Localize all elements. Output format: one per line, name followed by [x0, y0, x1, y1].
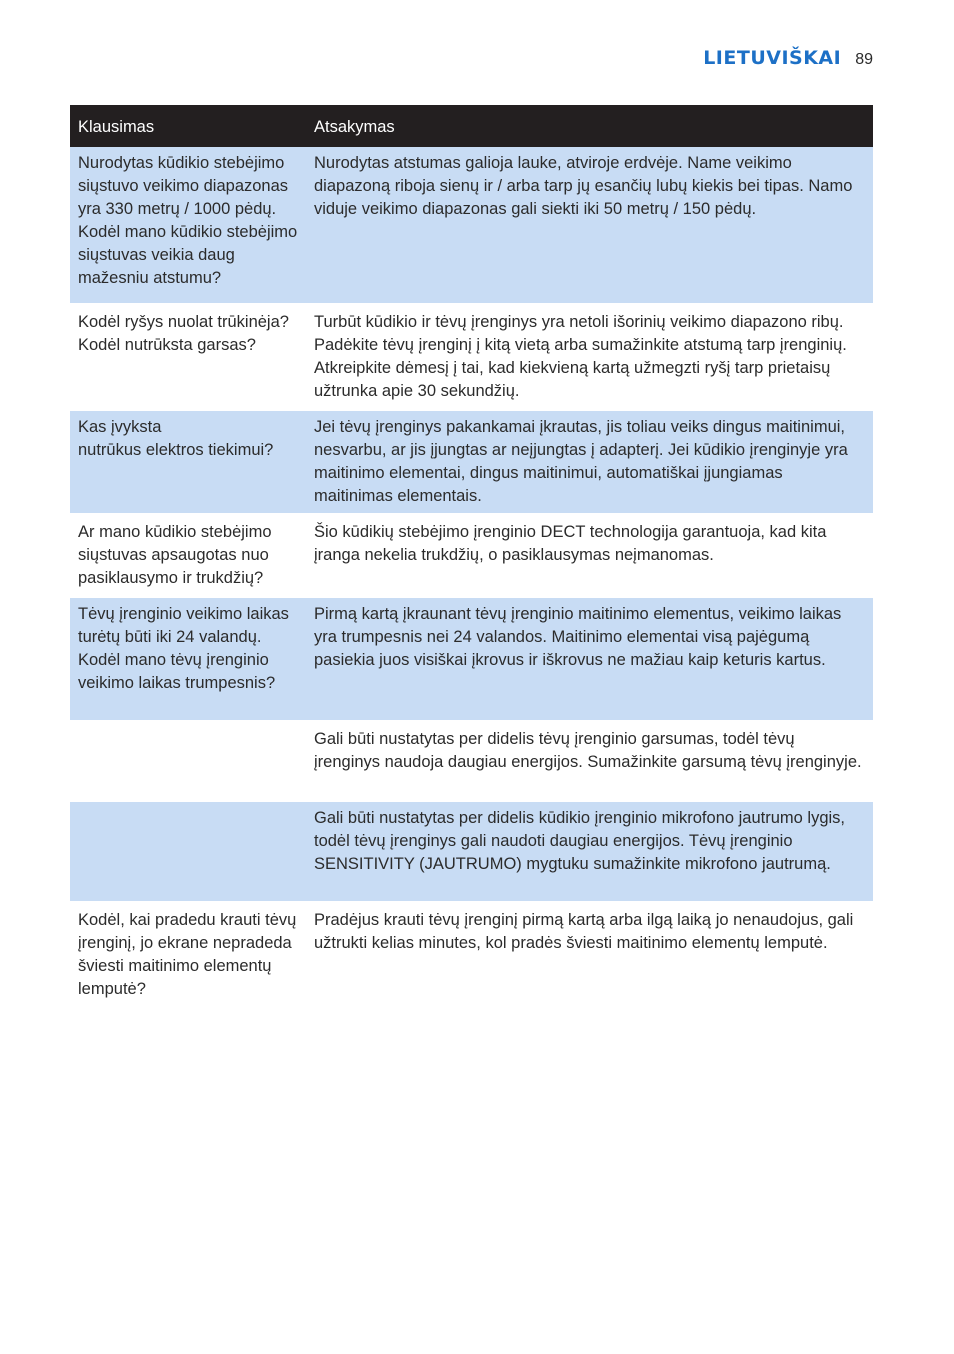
- column-header-answer: Atsakymas: [306, 105, 873, 147]
- table-row: [70, 801, 873, 903]
- answer-cell: Jei tėvų įrenginys pakankamai įkrautas, jis toliau veiks dingus maitinimui, nesvarbu, ar jis įjungtas ar neįjungtas į adapterį. Jei kūdikio įrenginyje yra maitinimo elementai, dingus maitinimui, automatiškai įjungiamas maitinimas elementais.: [306, 410, 873, 515]
- table-row: [70, 305, 873, 410]
- page-number: 89: [855, 51, 873, 68]
- question-cell: Kodėl, kai pradedu krauti tėvų įrenginį, jo ekrane nepradeda šviesti maitinimo elementų lemputė?: [70, 903, 306, 1027]
- answer-cell: Pirmą kartą įkraunant tėvų įrenginio maitinimo elementus, veikimo laikas yra trumpesnis nei 24 valandos. Maitinimo elementai visą pajėgumą pasiekia juos visiškai įkrovus ir iškrovus ne mažiau kaip keturis kartus.: [306, 597, 873, 722]
- answer-cell: Nurodytas atstumas galioja lauke, atviroje erdvėje. Name veikimo diapazoną riboja sienų ir / arba tarp jų esančių lubų kiekis bei tipas. Namo viduje veikimo diapazonas gali siekti iki 50 metrų / 150 pėdų.: [306, 147, 873, 305]
- answer-cell: Gali būti nustatytas per didelis tėvų įrenginio garsumas, todėl tėvų įrenginys naudoja daugiau energijos. Sumažinkite garsumą tėvų įrenginyje.: [306, 722, 873, 801]
- answer-cell: Turbūt kūdikio ir tėvų įrenginys yra netoli išorinių veikimo diapazono ribų. Padėkite tėvų įrenginį į kitą vietą arba sumažinkite atstumą tarp įrenginių. Atkreipkite dėmesį į tai, kad kiekvieną kartą užmegzti ryšį tarp prietaisų užtrunka apie 30 sekundžių.: [306, 305, 873, 410]
- language-title: LIETUVIŠKAI: [703, 47, 842, 69]
- table-row: [70, 147, 873, 305]
- answer-cell: Šio kūdikių stebėjimo įrenginio DECT technologija garantuoja, kad kita įranga nekelia trukdžių, o pasiklausymas neįmanomas.: [306, 515, 873, 597]
- troubleshooting-table: [70, 105, 873, 1026]
- answer-cell: Gali būti nustatytas per didelis kūdikio įrenginio mikrofono jautrumo lygis, todėl tėvų įrenginys gali naudoti daugiau energijos. Tėvų įrenginio SENSITIVITY (JAUTRUMO) mygtuku sumažinkite mikrofono jautrumą.: [306, 801, 873, 903]
- question-line: Kas įvyksta nutrūkus elektros tiekimui?: [78, 418, 274, 459]
- question-cell: Ar mano kūdikio stebėjimo siųstuvas apsaugotas nuo pasiklausymo ir trukdžių?: [70, 515, 306, 597]
- table-row: [70, 515, 873, 597]
- answer-cell: Pradėjus krauti tėvų įrenginį pirmą kartą arba ilgą laiką jo nenaudojus, gali užtrukti kelias minutes, kol pradės šviesti maitinimo elementų lemputė.: [306, 903, 873, 1027]
- table-row: [70, 597, 873, 722]
- question-cell: Nurodytas kūdikio stebėjimo siųstuvo veikimo diapazonas yra 330 metrų / 1000 pėdų. Kodėl mano kūdikio stebėjimo siųstuvas veikia daug mažesniu atstumu?: [70, 147, 306, 305]
- page-header: [703, 47, 873, 69]
- table-row: [70, 410, 873, 515]
- column-header-question: Klausimas: [70, 105, 306, 147]
- table-header-row: [70, 105, 873, 147]
- question-cell: [70, 722, 306, 801]
- table-row: [70, 722, 873, 801]
- table-row: [70, 903, 873, 1027]
- question-cell: [70, 801, 306, 903]
- question-cell: Tėvų įrenginio veikimo laikas turėtų būti iki 24 valandų. Kodėl mano tėvų įrenginio veikimo laikas trumpesnis?: [70, 597, 306, 722]
- question-cell: [70, 410, 306, 515]
- question-cell: Kodėl ryšys nuolat trūkinėja? Kodėl nutrūksta garsas?: [70, 305, 306, 410]
